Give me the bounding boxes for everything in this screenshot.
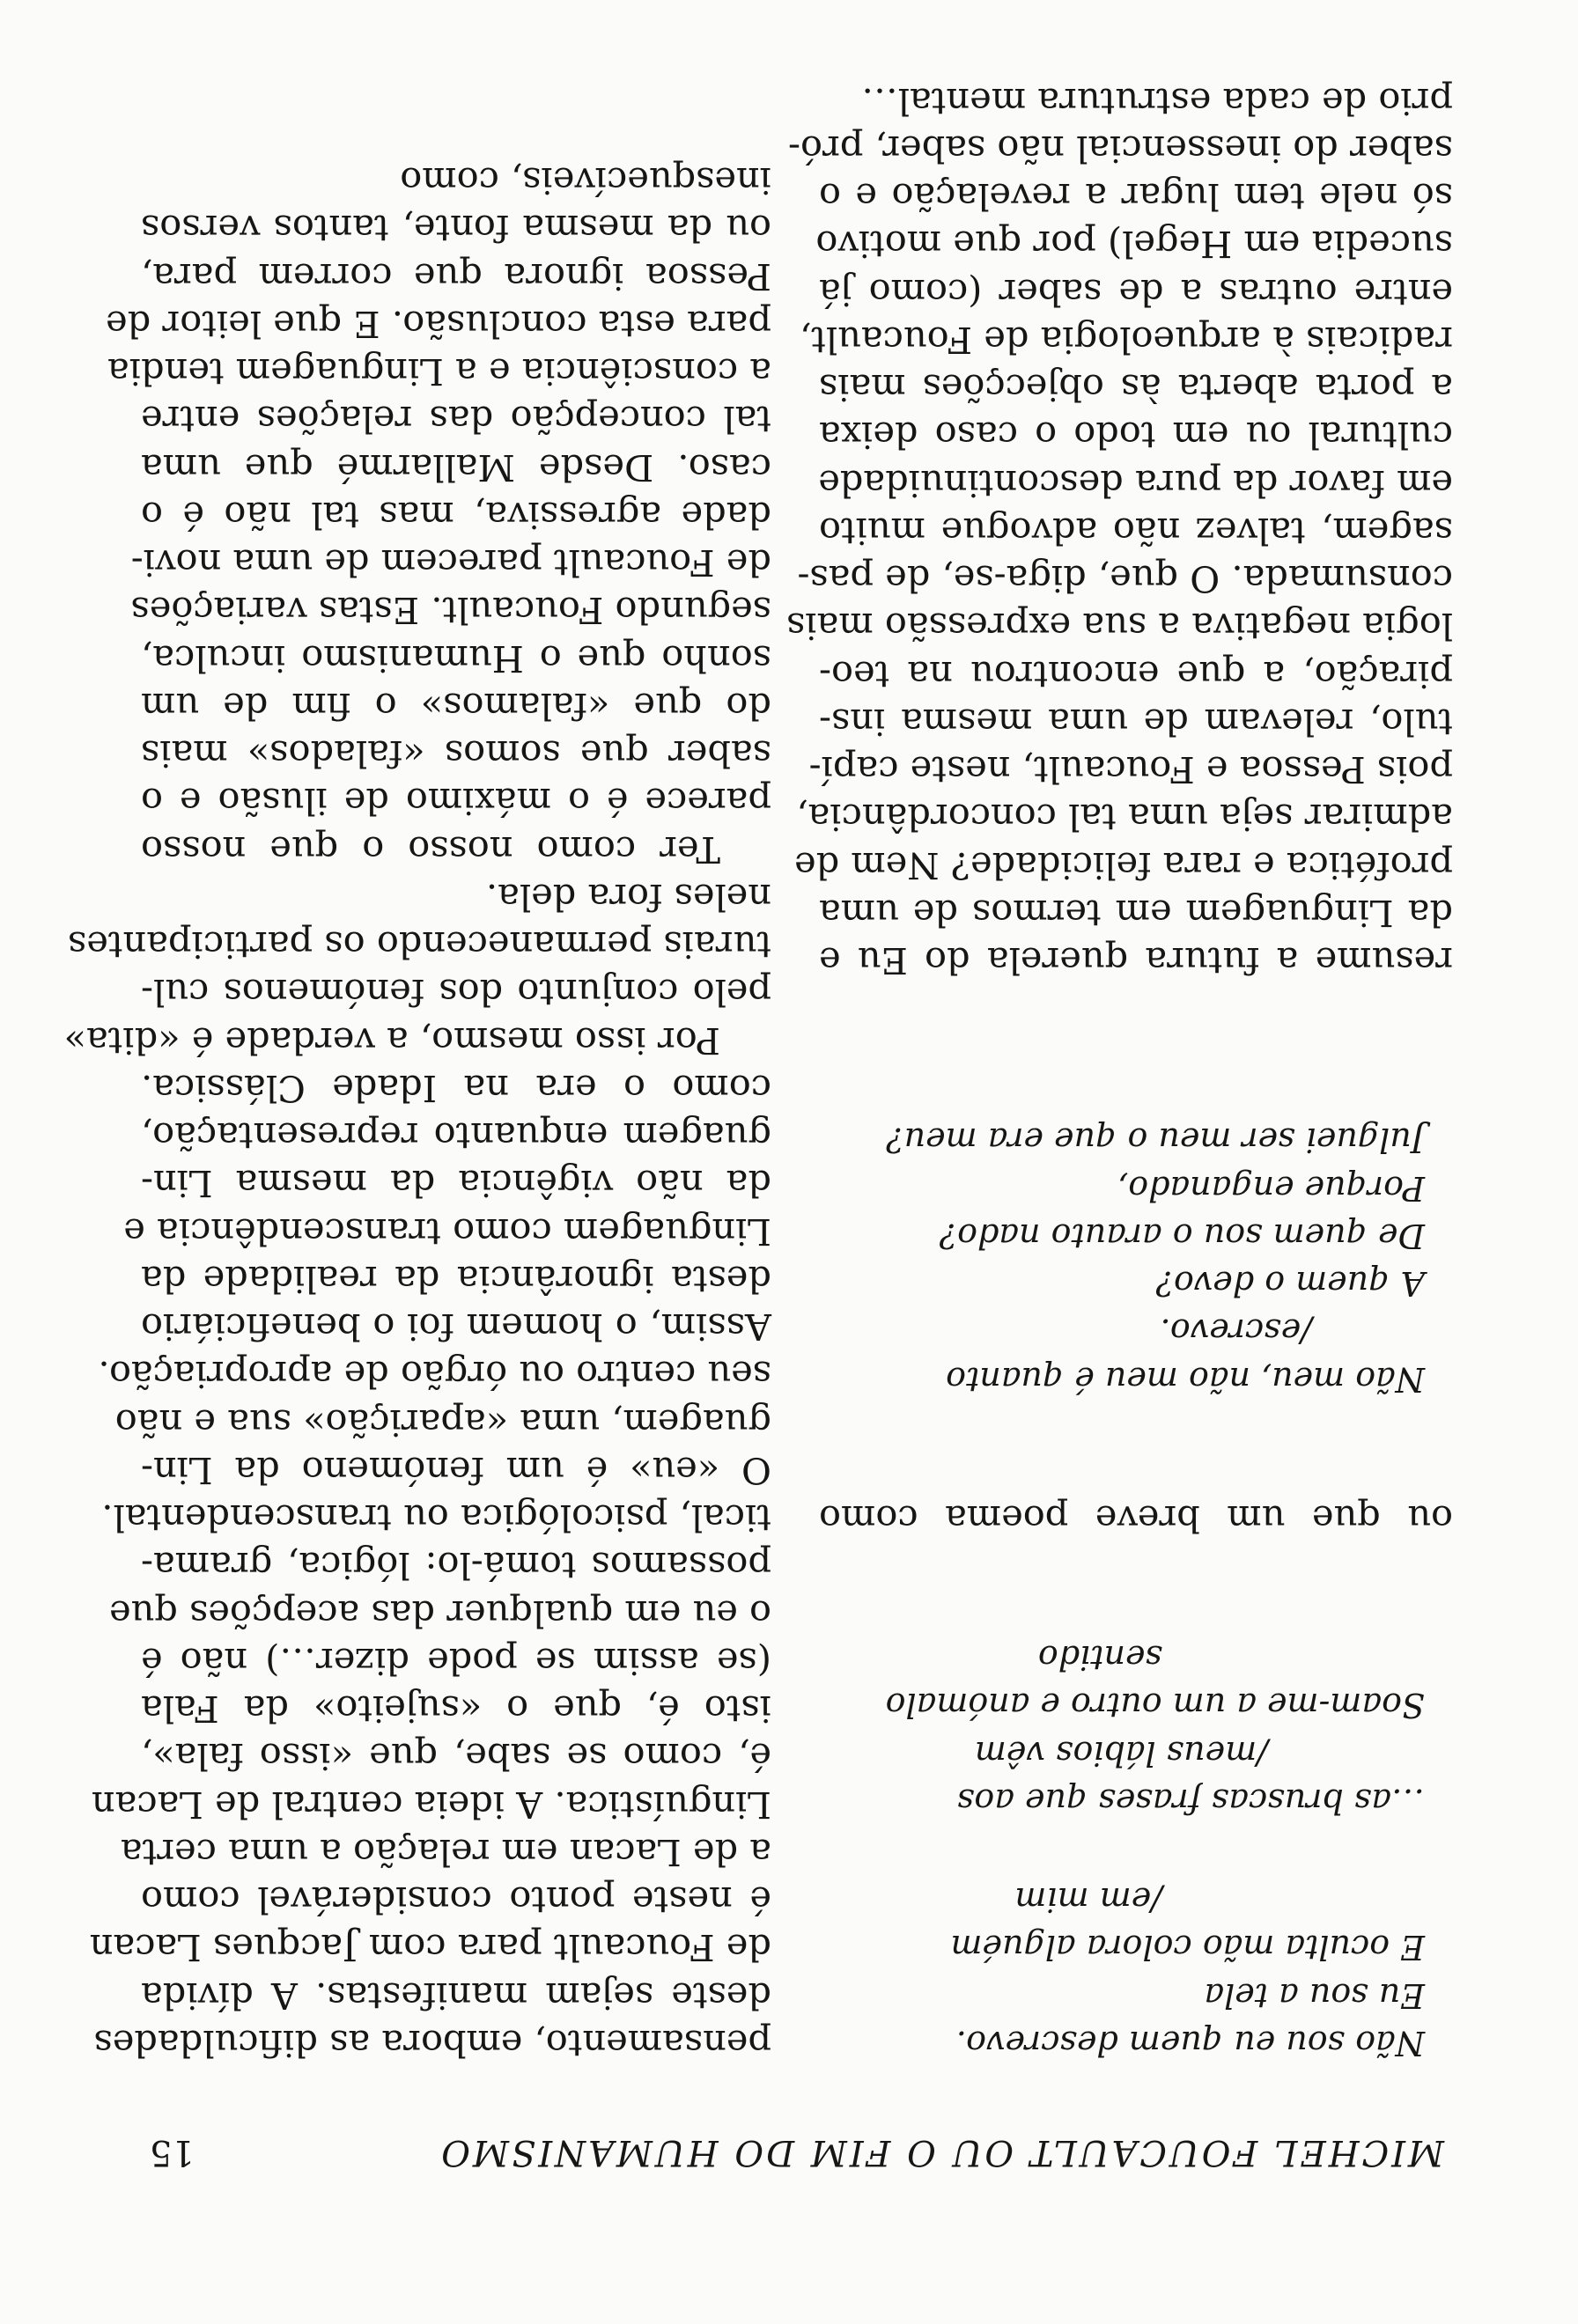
text-line: ou que um breve poema como — [819, 1497, 1453, 1541]
poem-line: A quem o devo? — [1155, 1264, 1425, 1304]
text-line: pois Pessoa e Foucault, neste capí- — [808, 748, 1453, 792]
text-line: consumada. O que, diga-se, de pas- — [797, 557, 1453, 601]
text-line: caso. Desde Mallarmé que uma — [141, 445, 771, 489]
text-line: sagem, talvez não advogue muito — [819, 510, 1453, 553]
text-line: a de Lacan em relação a uma certa — [120, 1831, 771, 1874]
right-column — [63, 157, 771, 2067]
paragraph — [63, 873, 771, 2067]
text-line: a porta aberta às objecções mais — [819, 366, 1453, 410]
poem-line: /meus lábios vêm — [974, 1733, 1268, 1773]
paragraph — [819, 1495, 1453, 1542]
text-line: profética e rara felicidade? Nem de — [794, 843, 1453, 887]
poem-stanza — [819, 1116, 1453, 1403]
poem-line: sentido — [1037, 1638, 1162, 1678]
text-line: turais permanecendo os participantes — [67, 923, 771, 967]
poem-line: E oculta mão colora alguém — [950, 1928, 1425, 1967]
text-line: pensamento, embora as dificuldades — [93, 2022, 771, 2065]
poem-line: Soam-me a um outro e anómalo — [885, 1686, 1425, 1725]
text-line: em favor da pura descontinuidade — [818, 461, 1453, 505]
text-line: segundo Foucault. Estas variações — [130, 589, 771, 633]
text-line: possamos tomá-lo: lógica, grama- — [141, 1544, 771, 1588]
text-line: resume a futura querela do Eu e — [819, 939, 1453, 983]
text-line: sonho que o Humanismo inculca, — [141, 636, 771, 680]
text-line: sucedia em Hegel) por que motivo — [815, 223, 1453, 267]
poem-line: /escrevo. — [1160, 1312, 1312, 1351]
text-line: neles fora dela. — [485, 876, 771, 919]
text-line: o eu em qualquer das acepções que — [109, 1592, 771, 1636]
text-line: saber do inessencial não saber, pró- — [788, 128, 1453, 171]
text-line: Linguagem como transcendência e — [123, 1210, 771, 1254]
text-line: pelo conjunto dos fenómenos cul- — [141, 971, 771, 1015]
poem-stanza — [819, 1634, 1453, 1825]
text-line: parece é o máximo de ilusão e o — [141, 780, 771, 824]
text-line: guagem, uma «aparição» sua e não — [114, 1401, 771, 1445]
text-line: O «eu» é um fenómeno da Lin- — [141, 1449, 771, 1492]
text-line: Ter como nosso o que nosso — [141, 827, 720, 872]
text-line: Pessoa ignora que correm para, — [141, 254, 771, 298]
running-title: MICHEL FOUCAULT OU O FIM DO HUMANISMO — [439, 2132, 1444, 2173]
text-line: entre outras a de saber (como já — [819, 270, 1453, 314]
text-line: inesquecíveis, como — [400, 159, 771, 203]
poem-line: Não meu, não meu é quanto — [946, 1359, 1425, 1399]
text-line: ou da mesma fonte, tantos versos — [141, 207, 771, 251]
text-line: tal concepção das relações entre — [141, 398, 771, 442]
text-line: Linguística. A ideia central de Lacan — [91, 1783, 771, 1827]
poem-stanza — [819, 1876, 1453, 2067]
text-line: tulo, relevam de uma mesma ins- — [819, 701, 1453, 744]
poem-line: …as bruscas frases que aos — [956, 1782, 1425, 1820]
text-line: é, como se sabe, que «isso fala», — [141, 1735, 771, 1779]
text-line: Assim, o homem foi o beneficiário — [141, 1305, 771, 1350]
text-line: seu centro ou órgão de apropriação. — [98, 1353, 771, 1397]
text-line: só nele tem lugar a revelação e o — [819, 175, 1453, 219]
poem-line: De quem sou o arauto nado? — [939, 1217, 1425, 1255]
running-head — [0, 2120, 1578, 2173]
text-line: radicais à arqueologia de Foucault, — [800, 319, 1453, 362]
text-line: do que «falamos» o fim de um — [141, 685, 771, 728]
poem-line: Julguei ser meu o que era meu? — [886, 1121, 1425, 1160]
text-line: da Linguagem em termos de uma — [819, 892, 1453, 935]
poem-line: Não sou eu quem descrevo. — [955, 2024, 1425, 2063]
text-line: tical, psicológica ou transcendental. — [101, 1497, 771, 1541]
text-line: como o era na Idade Clássica. — [141, 1067, 771, 1110]
text-line: de Foucault para com Jacques Lacan — [89, 1926, 771, 1970]
text-line: a consciência e a Linguagem tendia — [107, 350, 771, 394]
page-number: 15 — [150, 2132, 195, 2173]
poem-line: Porque enganado, — [1117, 1168, 1425, 1208]
text-line: deste sejam manifestas. A dívida — [141, 1974, 771, 2018]
paragraph — [106, 157, 771, 873]
text-line: admirar seja uma tal concordância, — [796, 796, 1453, 840]
text-line: Por isso mesmo, a verdade é «dita» — [63, 1019, 720, 1063]
text-line: desta ignorância da realidade da — [141, 1258, 771, 1301]
text-line: de Foucault parecem de uma novi- — [130, 541, 771, 585]
text-line: piração, a que encontrou na teo- — [819, 652, 1453, 696]
text-line: dade agressiva, mas tal não é o — [141, 494, 771, 537]
poem-line: /em mim — [1014, 1880, 1162, 1920]
paragraph — [786, 77, 1453, 985]
text-line: guagem enquanto representação, — [141, 1114, 771, 1158]
text-line: logia negativa a sua expressão mais — [786, 605, 1453, 649]
text-line: é neste ponto considerável como — [141, 1879, 771, 1923]
text-line: cultural ou em todo o caso deixa — [819, 414, 1453, 458]
left-column — [786, 77, 1453, 2068]
text-line: saber que somos «falados» mais — [141, 732, 771, 776]
text-line: da não vigência da mesma Lin- — [141, 1162, 771, 1206]
text-line: prio de cada estrutura mental… — [861, 79, 1453, 123]
text-line: para esta conclusão. E que leitor de — [106, 303, 771, 346]
poem-line: Eu sou a tela — [1204, 1975, 1425, 2015]
text-line: (se assim se pode dizer…) não é — [141, 1640, 771, 1683]
text-line: isto é, que o «sujeito» da Fala — [141, 1688, 771, 1732]
